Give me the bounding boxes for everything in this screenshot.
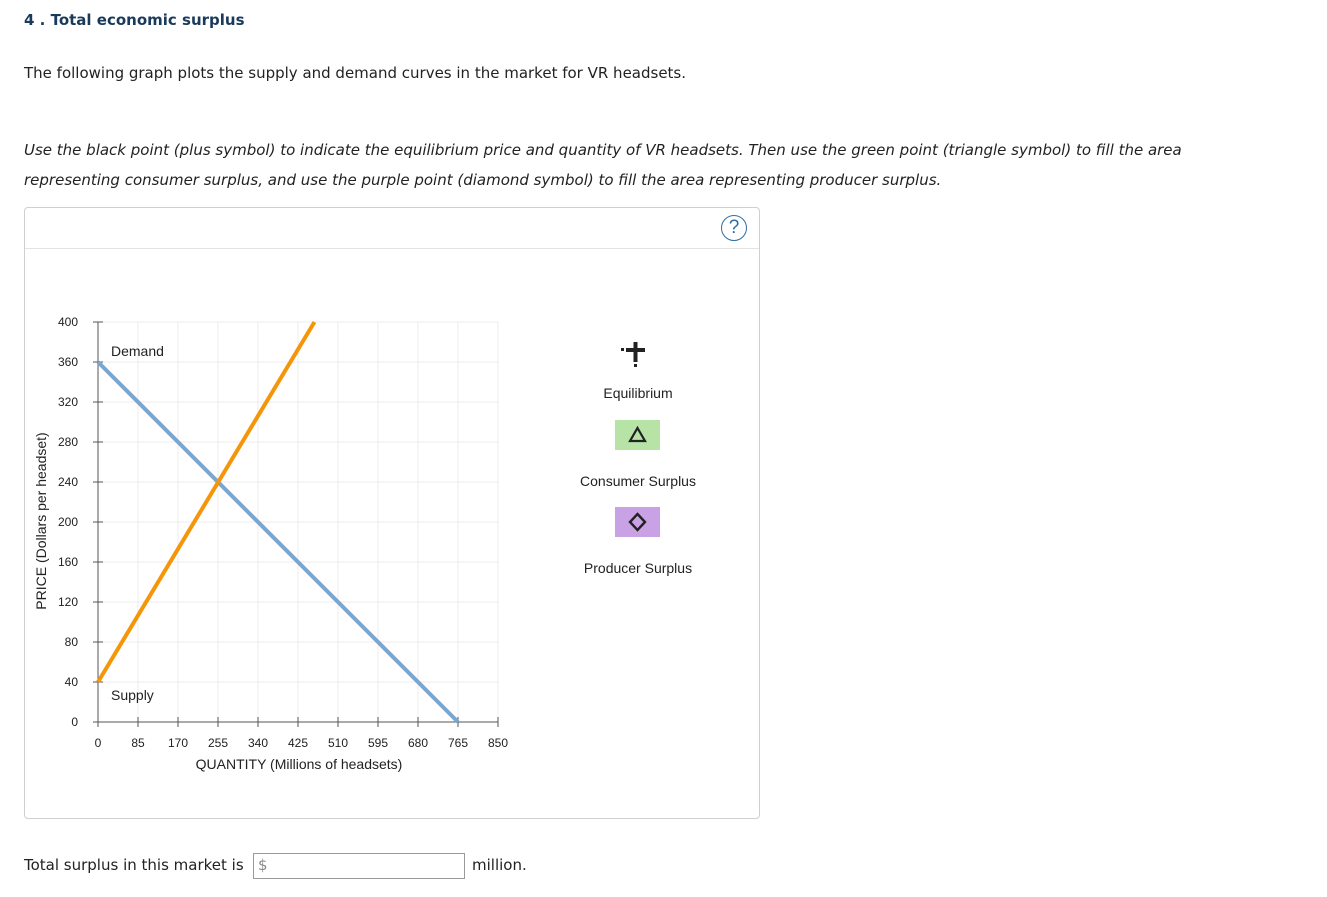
y-tick-label: 160	[57, 555, 78, 569]
y-tick-label: 80	[64, 635, 78, 649]
producer-surplus-label: Producer Surplus	[583, 560, 693, 576]
chart-ticks	[58, 315, 508, 750]
supply-label: Supply	[111, 687, 154, 703]
y-tick-label: 40	[64, 675, 78, 689]
diamond-icon	[615, 507, 660, 537]
y-tick-label: 200	[57, 515, 78, 529]
question-intro: The following graph plots the supply and demand curves in the market for VR headsets.	[24, 64, 687, 82]
equilibrium-label: Equilibrium	[603, 385, 673, 401]
x-tick-label: 425	[287, 736, 309, 750]
graph-panel	[24, 207, 760, 819]
dollar-sign: $	[258, 856, 268, 874]
supply-curve[interactable]	[98, 322, 314, 682]
answer-suffix: million.	[472, 856, 527, 874]
consumer-surplus-label: Consumer Surplus	[580, 473, 696, 489]
question-title: 4 . Total economic surplus	[24, 11, 245, 29]
y-tick-label: 240	[57, 475, 78, 489]
question-instructions: Use the black point (plus symbol) to indicate the equilibrium price and quantity of VR headsets. Then use the green point (triangle symbol) to fill the area representing consumer surplus, and use the purple point (diamond symbol) to fill the area representing producer surplus.	[24, 141, 1182, 189]
x-tick-label: 0	[94, 736, 102, 750]
triangle-icon	[615, 420, 660, 450]
x-tick-label: 340	[247, 736, 269, 750]
x-axis-label: QUANTITY (Millions of headsets)	[195, 756, 403, 772]
chart-grid	[98, 322, 498, 722]
producer-surplus-tool[interactable]	[615, 507, 660, 537]
y-tick-label: 320	[57, 395, 78, 409]
x-tick-label: 510	[327, 736, 349, 750]
answer-prefix: Total surplus in this market is	[24, 856, 244, 874]
consumer-surplus-tool[interactable]	[615, 420, 660, 450]
y-tick-label: 360	[57, 355, 78, 369]
y-tick-label: 400	[57, 315, 78, 329]
plus-icon[interactable]	[621, 339, 651, 367]
help-icon[interactable]: ?	[721, 215, 747, 241]
x-tick-label: 595	[367, 736, 389, 750]
demand-curve[interactable]	[98, 362, 458, 722]
x-tick-label: 170	[167, 736, 189, 750]
y-tick-label: 0	[71, 715, 78, 729]
x-tick-label: 850	[487, 736, 509, 750]
y-axis-label: PRICE (Dollars per headset)	[33, 432, 49, 610]
x-tick-label: 85	[131, 736, 145, 750]
x-tick-label: 680	[407, 736, 429, 750]
total-surplus-input[interactable]	[272, 855, 464, 877]
y-tick-label: 120	[57, 595, 78, 609]
x-tick-label: 765	[447, 736, 469, 750]
total-surplus-field[interactable]	[253, 853, 465, 879]
demand-label: Demand	[111, 343, 164, 359]
x-tick-label: 255	[207, 736, 229, 750]
y-tick-label: 280	[57, 435, 78, 449]
